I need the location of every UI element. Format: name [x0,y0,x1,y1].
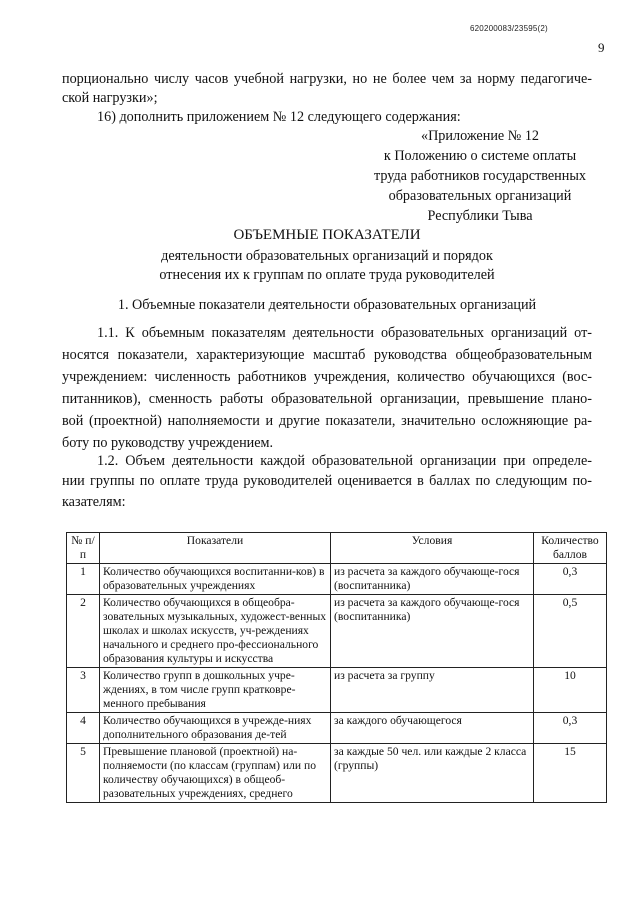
cell-indicator: Количество обучающихся в общеобра-зовательных музыкальных, художест-венных школах и школах искусств, уч-реждениях начального и среднего про-фессионального образования культуры и искусства [100,595,331,668]
header-points: Количество баллов [534,533,607,564]
paragraph-line: 16) дополнить приложением № 12 следующего содержания: [97,109,461,125]
appendix-line: «Приложение № 12 [420,128,540,144]
header-indicators: Показатели [100,533,331,564]
cell-points: 0,3 [534,713,607,744]
section-heading: 1. Объемные показатели деятельности образовательных организаций [117,297,537,313]
cell-condition: за каждые 50 чел. или каждые 2 класса (группы) [331,744,534,803]
cell-indicator: Превышение плановой (проектной) на-полняемости (по классам (группам) или по количеству обучающихся) в общеоб-разовательных учреждениях, среднего [100,744,331,803]
cell-points: 0,3 [534,564,607,595]
appendix-line: труда работников государственных [373,168,586,184]
cell-indicator: Количество групп в дошкольных учре-ждениях, в том числе групп кратковре-менного пребывания [100,668,331,713]
cell-points: 15 [534,744,607,803]
cell-indicator: Количество обучающихся в учрежде-ниях дополнительного образования де-тей [100,713,331,744]
header-conditions: Условия [331,533,534,564]
paragraph-line: нии группы по оплате труда руководителей оценивается в баллах по следующим по- [62,473,592,489]
cell-num: 3 [67,668,100,713]
header-num: № п/п [67,533,100,564]
table-row [67,668,607,713]
appendix-line: Республики Тыва [427,208,533,224]
table-row [67,595,607,668]
indicators-table [66,532,607,803]
paragraph-line: носятся показатели, характеризующие масштаб руководства общеобразовательным [62,347,592,363]
paragraph-line: боту по руководству учреждением. [62,435,274,451]
cell-indicator: Количество обучающихся воспитанни-ков) в образовательных учреждениях [100,564,331,595]
subtitle-line: деятельности образовательных организаций и порядок [161,248,493,264]
cell-points: 0,5 [534,595,607,668]
cell-condition: из расчета за группу [331,668,534,713]
cell-num: 4 [67,713,100,744]
cell-condition: за каждого обучающегося [331,713,534,744]
cell-condition: из расчета за каждого обучающе-гося (воспитанника) [331,564,534,595]
page-title: ОБЪЕМНЫЕ ПОКАЗАТЕЛИ [233,227,421,243]
paragraph-line: 1.1. К объемным показателям деятельности образовательных организаций от- [97,325,592,341]
page-number: 9 [598,40,605,55]
table-row [67,564,607,595]
cell-num: 1 [67,564,100,595]
paragraph-line: ской нагрузки»; [62,90,158,106]
appendix-line: к Положению о системе оплаты [383,148,577,164]
cell-num: 5 [67,744,100,803]
cell-num: 2 [67,595,100,668]
table-header-row [67,533,607,564]
paragraph-line: 1.2. Объем деятельности каждой образовательной организации при определе- [97,453,592,469]
paragraph-line: вой (проектной) наполняемости и другие показатели, значительно осложняющие ра- [62,413,592,429]
cell-condition: из расчета за каждого обучающе-гося (воспитанника) [331,595,534,668]
paragraph-line: питанников), сменность работы образовательной организации, превышение плано- [62,391,592,407]
paragraph-line: порционально числу часов учебной нагрузки, но не более чем за норму педагогиче- [62,71,592,87]
table-row [67,744,607,803]
paragraph-line: казателям: [62,494,126,510]
subtitle-line: отнесения их к группам по оплате труда руководителей [159,267,495,283]
cell-points: 10 [534,668,607,713]
table-row [67,713,607,744]
appendix-line: образовательных организаций [388,188,572,204]
document-id: 620200083/23595(2) [470,24,548,33]
paragraph-line: учреждением: численность работников учреждения, количество обучающихся (вос- [62,369,592,385]
